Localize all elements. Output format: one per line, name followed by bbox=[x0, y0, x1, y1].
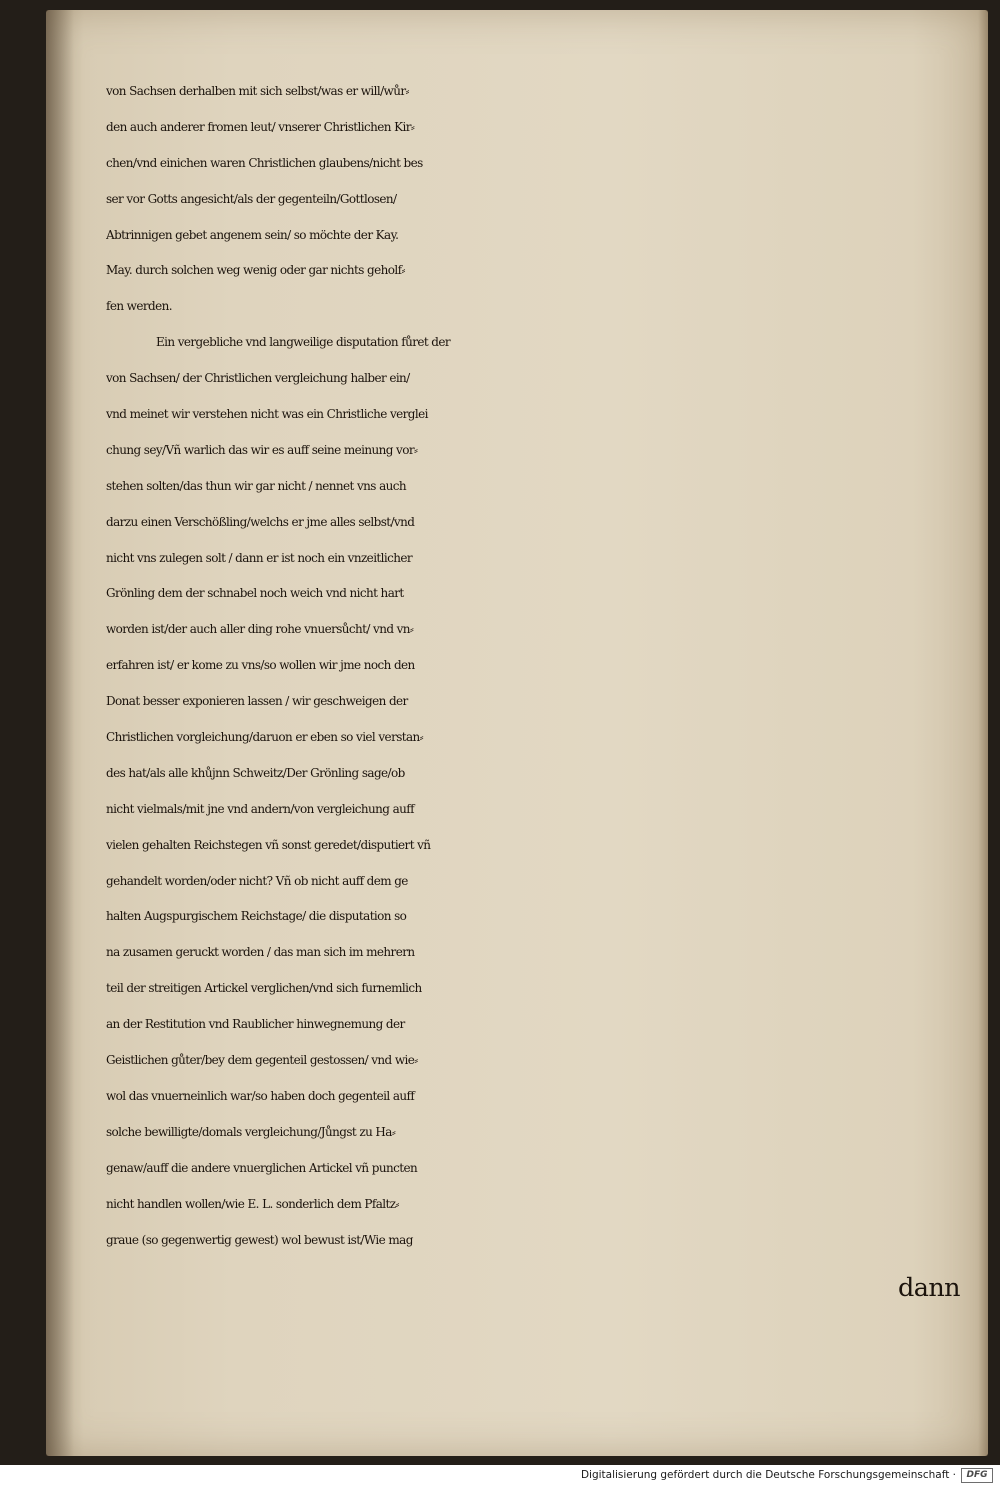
text-line: des hat/als alle khůjnn Schweitz/Der Grönling sage/ob bbox=[106, 765, 405, 780]
text-line: teil der streitigen Artickel verglichen/vnd sich furnemlich bbox=[106, 981, 422, 996]
text-line: ser vor Gotts angesicht/als der gegenteiln/Gottlosen/ bbox=[106, 191, 397, 206]
body-text bbox=[106, 74, 966, 1258]
text-line: Abtrinnigen gebet angenem sein/ so möchte der Kay. bbox=[106, 227, 399, 242]
text-line: vnd meinet wir verstehen nicht was ein Christliche verglei bbox=[106, 407, 428, 422]
funding-footer bbox=[0, 1465, 1000, 1487]
text-line: worden ist/der auch aller ding rohe vnuersůcht/ vnd vn⸗ bbox=[106, 622, 414, 637]
text-line: Donat besser exponieren lassen / wir geschweigen der bbox=[106, 694, 408, 709]
catchword: dann bbox=[898, 1273, 960, 1303]
text-line: nicht handlen wollen/wie E. L. sonderlich dem Pfaltz⸗ bbox=[106, 1196, 399, 1211]
text-line: wol das vnuerneinlich war/so haben doch gegenteil auff bbox=[106, 1088, 415, 1103]
text-line: na zusamen geruckt worden / das man sich im mehrern bbox=[106, 945, 415, 960]
text-line: halten Augspurgischem Reichstage/ die disputation so bbox=[106, 909, 407, 924]
text-line: nicht vns zulegen solt / dann er ist noch ein vnzeitlicher bbox=[106, 550, 413, 565]
text-line: den auch anderer fromen leut/ vnserer Christlichen Kir⸗ bbox=[106, 119, 415, 134]
paragraph-start-line: Ein vergebliche vnd langweilige disputation fůret der bbox=[156, 335, 451, 350]
text-line: fen werden. bbox=[106, 299, 172, 314]
text-line: nicht vielmals/mit jne vnd andern/von vergleichung auff bbox=[106, 801, 414, 816]
text-line: Christlichen vorgleichung/daruon er eben so viel verstan⸗ bbox=[106, 730, 424, 745]
text-line: darzu einen Verschößling/welchs er jme alles selbst/vnd bbox=[106, 514, 415, 529]
text-line: genaw/auff die andere vnuerglichen Artickel vñ puncten bbox=[106, 1160, 418, 1175]
text-line: von Sachsen/ der Christlichen vergleichung halber ein/ bbox=[106, 371, 410, 386]
text-line: vielen gehalten Reichstegen vñ sonst geredet/disputiert vñ bbox=[106, 837, 431, 852]
text-line: gehandelt worden/oder nicht? Vñ ob nicht auff dem ge bbox=[106, 873, 408, 888]
text-line: May. durch solchen weg wenig oder gar nichts geholf⸗ bbox=[106, 263, 405, 278]
dfg-logo-icon: DFG bbox=[961, 1468, 993, 1483]
text-line: solche bewilligte/domals vergleichung/Jůngst zu Ha⸗ bbox=[106, 1124, 396, 1139]
funding-note: Digitalisierung gefördert durch die Deutsche Forschungsgemeinschaft · bbox=[580, 1469, 956, 1481]
text-line: chen/vnd einichen waren Christlichen glaubens/nicht bes bbox=[106, 155, 423, 170]
text-line: graue (so gegenwertig gewest) wol bewust ist/Wie mag bbox=[106, 1232, 413, 1247]
text-line: chung sey/Vñ warlich das wir es auff seine meinung vor⸗ bbox=[106, 442, 418, 457]
text-line: an der Restitution vnd Raublicher hinwegnemung der bbox=[106, 1017, 405, 1032]
text-line: Geistlichen gůter/bey dem gegenteil gestossen/ vnd wie⸗ bbox=[106, 1053, 418, 1068]
text-line: stehen solten/das thun wir gar nicht / nennet vns auch bbox=[106, 478, 406, 493]
text-line: Grönling dem der schnabel noch weich vnd nicht hart bbox=[106, 586, 404, 601]
text-line: von Sachsen derhalben mit sich selbst/was er will/wůr⸗ bbox=[106, 84, 409, 98]
text-line: erfahren ist/ er kome zu vns/so wollen wir jme noch den bbox=[106, 658, 415, 673]
